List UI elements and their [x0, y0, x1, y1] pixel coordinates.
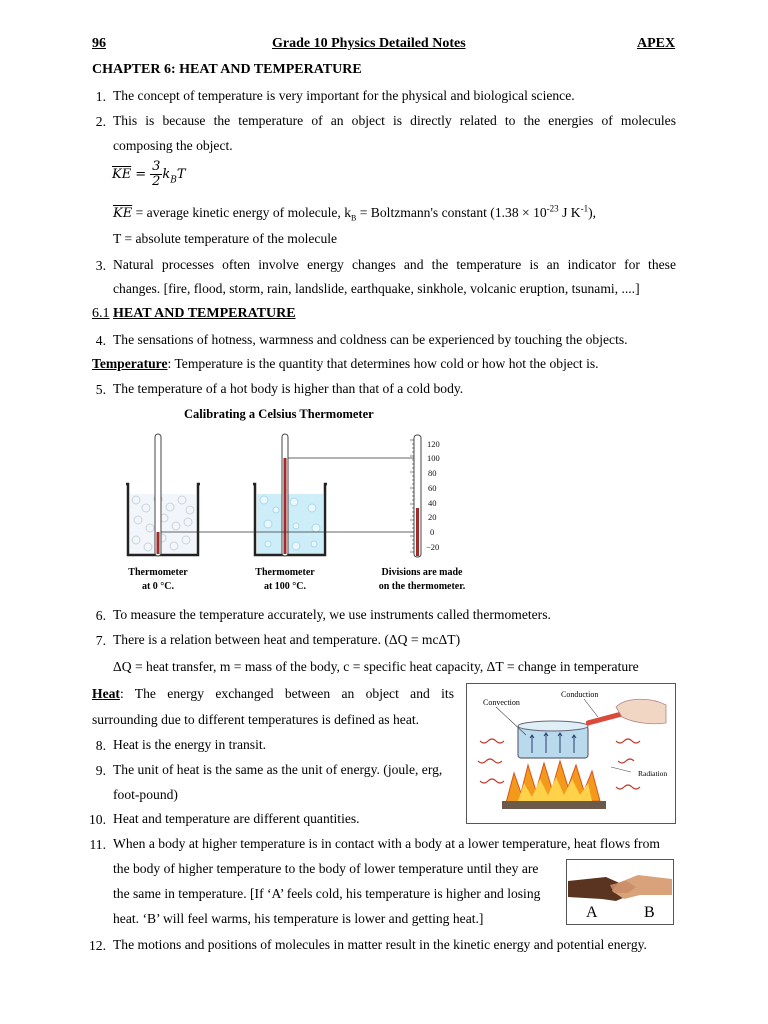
list-item-text: The unit of heat is the same as the unit of energy. (joule, erg,: [113, 762, 443, 777]
list-item-text: foot-pound): [113, 787, 178, 802]
list-item-text: heat. ‘B’ will feel warms, his temperature is lower and getting heat.]: [113, 911, 484, 926]
scale-label: 120: [427, 439, 440, 449]
list-number: 4.: [95, 333, 106, 348]
equation-fraction: [150, 160, 162, 189]
equation-equals: =: [135, 167, 147, 183]
list-item-text: This is because the temperature of an object is directly related to the energies of molecules: [113, 113, 676, 128]
ke-definition-text: = average kinetic energy of molecule, k: [135, 205, 351, 220]
caption-divisions-line1: Divisions are made: [381, 567, 463, 578]
list-item-text: Heat is the energy in transit.: [113, 737, 267, 752]
page-header-publisher: APEX: [637, 36, 676, 51]
figure-title: Calibrating a Celsius Thermometer: [184, 407, 374, 421]
list-number: 10.: [89, 812, 106, 827]
scale-label: 80: [428, 468, 437, 478]
equation-k: k: [162, 167, 171, 183]
heat-transfer-figure: [466, 683, 676, 824]
exponent: -23: [546, 203, 559, 214]
scale-label: 100: [427, 453, 440, 463]
kinetic-energy-equation: [112, 160, 186, 189]
term-heat: Heat: [92, 686, 120, 701]
beaker-ice: [126, 434, 200, 556]
section-title: HEAT AND TEMPERATURE: [113, 306, 296, 321]
ke-definition-text: ),: [588, 205, 597, 220]
list-number: 9.: [95, 763, 106, 778]
kb-subscript: B: [351, 213, 357, 223]
caption-zero-line1: Thermometer: [128, 567, 188, 578]
t-definition: T = absolute temperature of the molecule: [113, 231, 338, 246]
list-item-text: The sensations of hotness, warmness and coldness can be experienced by touching the objects.: [113, 332, 628, 347]
label-convection: Convection: [483, 698, 520, 707]
graduated-thermometer: [410, 435, 440, 557]
list-item-text: There is a relation between heat and temperature. (ΔQ = mcΔT): [113, 632, 461, 647]
exponent: -1: [580, 203, 589, 214]
fraction-numerator: 3: [152, 159, 161, 174]
page-header-title: Grade 10 Physics Detailed Notes: [272, 36, 466, 51]
list-number: 3.: [95, 258, 106, 273]
list-item-text: the same in temperature. [If ‘A’ feels cold, his temperature is higher and losing: [113, 886, 541, 901]
list-item-text: When a body at higher temperature is in contact with a body at a lower temperature, heat flows from: [113, 836, 660, 851]
label-conduction: Conduction: [561, 690, 599, 699]
caption-hundred-line1: Thermometer: [255, 567, 315, 578]
equation-subscript: B: [170, 175, 177, 186]
definition-text: : Temperature is the quantity that determines how cold or how hot the object is.: [167, 356, 599, 371]
list-item-text: the body of higher temperature to the body of lower temperature until they are: [113, 861, 539, 876]
thermometer-calibration-figure: [118, 400, 488, 600]
heat-equation-definitions: ΔQ = heat transfer, m = mass of the body, c = specific heat capacity, ΔT = change in temperature: [113, 659, 639, 674]
list-number: 11.: [89, 837, 106, 852]
beaker-boiling: [253, 434, 327, 556]
scale-label: −20: [426, 542, 440, 552]
list-number: 8.: [95, 738, 106, 753]
list-number: 6.: [95, 608, 106, 623]
temperature-definition: [92, 357, 599, 371]
caption-hundred-line2: at 100 °C.: [263, 581, 307, 592]
ke-definition-text: J K: [558, 205, 581, 220]
fraction-denominator: 2: [152, 174, 161, 189]
list-item-text: composing the object.: [113, 138, 233, 153]
list-number: 2.: [95, 114, 106, 129]
handshake-figure: [566, 859, 674, 925]
chapter-title: CHAPTER 6: HEAT AND TEMPERATURE: [92, 62, 362, 77]
scale-label: 20: [428, 512, 437, 522]
caption-divisions-line2: on the thermometer.: [378, 581, 466, 592]
ke-definition: [113, 203, 597, 223]
list-item-text: Natural processes often involve energy changes and the temperature is an indicator for these: [113, 257, 676, 272]
list-number: 1.: [95, 89, 106, 104]
label-a: A: [586, 904, 598, 921]
label-b: B: [644, 904, 655, 921]
ke-symbol: $\overline{KE}$: [113, 206, 133, 221]
list-number: 12.: [89, 938, 106, 953]
list-number: 5.: [95, 382, 106, 397]
equation-ke: $\overline{KE}$: [112, 167, 132, 183]
ke-definition-text: = Boltzmann's constant (1.38 × 10: [356, 205, 547, 220]
list-item-text: Heat and temperature are different quantities.: [113, 811, 360, 826]
caption-zero-line2: at 0 °C.: [141, 581, 175, 592]
list-item-text: To measure the temperature accurately, we use instruments called thermometers.: [113, 607, 551, 622]
section-heading: [92, 306, 296, 322]
page-number: 96: [92, 36, 106, 51]
heat-definition-line1: [92, 687, 454, 701]
definition-text: : The energy exchanged between an object and its: [119, 686, 454, 701]
list-item-text: The motions and positions of molecules in matter result in the kinetic energy and potential energy.: [113, 937, 647, 952]
section-number: 6.1: [92, 306, 110, 321]
term-temperature: Temperature: [92, 356, 168, 371]
scale-label: 0: [430, 527, 435, 537]
scale-label: 60: [428, 483, 437, 493]
list-item-text: The concept of temperature is very important for the physical and biological science.: [113, 88, 575, 103]
scale-label: 40: [428, 498, 437, 508]
list-item-text: changes. [fire, flood, storm, rain, landslide, earthquake, sinkhole, volcanic eruption, tsunami, ....]: [113, 281, 640, 296]
equation-t: T: [176, 167, 186, 183]
list-item-text: The temperature of a hot body is higher than that of a cold body.: [113, 381, 464, 396]
heat-definition-line2: surrounding due to different temperatures is defined as heat.: [92, 712, 420, 727]
label-radiation: Radiation: [638, 769, 668, 778]
list-number: 7.: [95, 633, 106, 648]
